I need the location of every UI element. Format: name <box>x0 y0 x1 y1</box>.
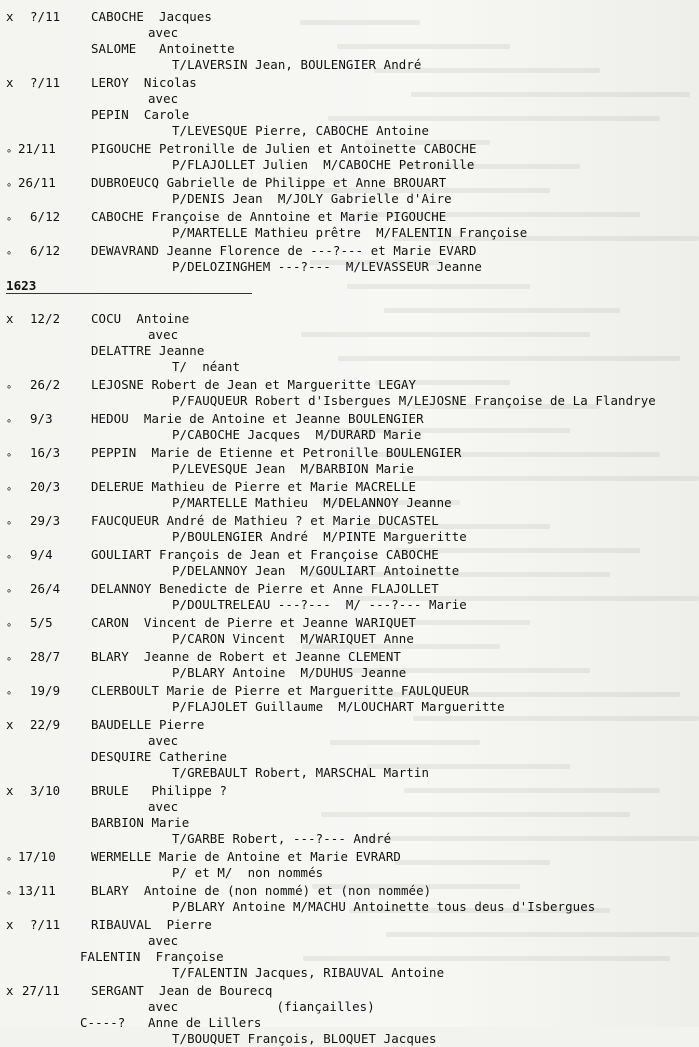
entry-name: WERMELLE Marie de Antoine et Marie EVRARD <box>91 849 401 864</box>
entry-name: CLERBOULT Marie de Pierre et Margueritte FAULQUEUR <box>91 683 469 698</box>
witness-line: P/DOULTRELEAU ---?--- M/ ---?--- Marie <box>172 597 467 612</box>
entry-date: 12/2 <box>30 311 61 326</box>
entry-date: 5/5 <box>30 615 53 630</box>
register-line <box>0 142 699 157</box>
entry-name: BRULE Philippe ? <box>91 783 228 798</box>
marriage-marker: x <box>6 783 14 798</box>
register-line <box>0 816 699 831</box>
baptism-marker: ∘ <box>6 180 13 191</box>
entry-date: 13/11 <box>18 883 56 898</box>
register-line <box>0 76 699 91</box>
register-line <box>0 328 699 343</box>
marriage-marker: x <box>6 75 14 90</box>
entry-name: LEJOSNE Robert de Jean et Margueritte LEGAY <box>91 377 417 392</box>
witness-line: P/LEVESQUE Jean M/BARBION Marie <box>172 461 414 476</box>
avec-line: avec <box>148 933 179 948</box>
register-line <box>0 734 699 749</box>
entry-name: CABOCHE Françoise de Anntoine et Marie PIGOUCHE <box>91 209 447 224</box>
entry-date: 29/3 <box>30 513 61 528</box>
register-line <box>0 412 699 427</box>
entry-date: 27/11 <box>22 983 60 998</box>
register-line <box>0 42 699 57</box>
register-line <box>0 650 699 665</box>
baptism-marker: ∘ <box>6 654 13 665</box>
register-line <box>0 480 699 495</box>
marriage-marker: x <box>6 917 14 932</box>
entry-name: COCU Antoine <box>91 311 190 326</box>
register-line <box>0 718 699 733</box>
witness-line: T/GARBE Robert, ---?--- André <box>172 831 392 846</box>
baptism-marker: ∘ <box>6 620 13 631</box>
register-line <box>0 918 699 933</box>
register-line <box>0 446 699 461</box>
entry-date: 16/3 <box>30 445 61 460</box>
entry-name: GOULIART François de Jean et Françoise CABOCHE <box>91 547 439 562</box>
witness-line: P/BLARY Antoine M/DUHUS Jeanne <box>172 665 407 680</box>
entry-date: 6/12 <box>30 209 61 224</box>
register-line <box>0 700 699 715</box>
register-line <box>0 950 699 965</box>
register-line <box>0 462 699 477</box>
register-line <box>0 632 699 647</box>
avec-line: avec <box>148 327 179 342</box>
register-line <box>0 1000 699 1015</box>
register-line <box>0 1016 699 1031</box>
witness-line: P/ et M/ non nommés <box>172 865 324 880</box>
entry-date: ?/11 <box>30 917 61 932</box>
entry-name: FALENTIN Françoise <box>80 949 224 964</box>
register-line <box>0 344 699 359</box>
entry-name: C----? Anne de Lillers <box>80 1015 262 1030</box>
entry-name: CARON Vincent de Pierre et Jeanne WARIQUET <box>91 615 417 630</box>
entry-name: BAUDELLE Pierre <box>91 717 205 732</box>
year-heading: 1623 <box>6 278 37 293</box>
baptism-marker: ∘ <box>6 248 13 259</box>
entry-date: 26/4 <box>30 581 61 596</box>
entry-date: 21/11 <box>18 141 56 156</box>
witness-line: P/BOULENGIER André M/PINTE Margueritte <box>172 529 467 544</box>
witness-line: T/BOUQUET François, BLOQUET Jacques <box>172 1031 437 1046</box>
register-line <box>0 934 699 949</box>
witness-line: P/CABOCHE Jacques M/DURARD Marie <box>172 427 422 442</box>
baptism-marker: ∘ <box>6 688 13 699</box>
register-line <box>0 530 699 545</box>
register-line <box>0 260 699 275</box>
bleed-through-stroke <box>347 284 530 289</box>
witness-line: P/FLAJOLET Guillaume M/LOUCHART Margueritte <box>172 699 505 714</box>
marriage-marker: x <box>6 717 14 732</box>
baptism-marker: ∘ <box>6 450 13 461</box>
entry-date: ?/11 <box>30 9 61 24</box>
register-line <box>0 514 699 529</box>
baptism-marker: ∘ <box>6 416 13 427</box>
entry-name: RIBAUVAL Pierre <box>91 917 212 932</box>
register-line <box>0 192 699 207</box>
register-line <box>0 158 699 173</box>
witness-line: P/CARON Vincent M/WARIQUET Anne <box>172 631 414 646</box>
register-line <box>0 26 699 41</box>
witness-line: P/MARTELLE Mathieu M/DELANNOY Jeanne <box>172 495 452 510</box>
register-line <box>0 784 699 799</box>
register-line <box>0 176 699 191</box>
baptism-marker: ∘ <box>6 484 13 495</box>
baptism-marker: ∘ <box>6 854 13 865</box>
year-underline <box>6 293 252 294</box>
entry-name: SERGANT Jean de Bourecq <box>91 983 273 998</box>
baptism-marker: ∘ <box>6 888 13 899</box>
entry-name: SALOME Antoinette <box>91 41 235 56</box>
witness-line: T/ néant <box>172 359 241 374</box>
entry-name: DELERUE Mathieu de Pierre et Marie MACRELLE <box>91 479 417 494</box>
entry-name: BARBION Marie <box>91 815 190 830</box>
witness-line: P/MARTELLE Mathieu prêtre M/FALENTIN Françoise <box>172 225 528 240</box>
register-line <box>0 312 699 327</box>
entry-name: DESQUIRE Catherine <box>91 749 228 764</box>
entry-date: 22/9 <box>30 717 61 732</box>
register-line <box>0 378 699 393</box>
entry-name: HEDOU Marie de Antoine et Jeanne BOULENGIER <box>91 411 424 426</box>
baptism-marker: ∘ <box>6 586 13 597</box>
baptism-marker: ∘ <box>6 518 13 529</box>
entry-date: 9/3 <box>30 411 53 426</box>
register-line <box>0 884 699 899</box>
register-line <box>0 360 699 375</box>
entry-date: 19/9 <box>30 683 61 698</box>
entry-date: 28/7 <box>30 649 61 664</box>
register-line <box>0 900 699 915</box>
entry-name: BLARY Jeanne de Robert et Jeanne CLEMENT <box>91 649 401 664</box>
register-line <box>0 750 699 765</box>
witness-line: T/LEVESQUE Pierre, CABOCHE Antoine <box>172 123 430 138</box>
entry-name: DELANNOY Benedicte de Pierre et Anne FLAJOLLET <box>91 581 439 596</box>
register-line <box>0 832 699 847</box>
entry-name: DEWAVRAND Jeanne Florence de ---?--- et Marie EVARD <box>91 243 477 258</box>
avec-line: avec <box>148 91 179 106</box>
baptism-marker: ∘ <box>6 146 13 157</box>
entry-name: DELATTRE Jeanne <box>91 343 205 358</box>
entry-name: CABOCHE Jacques <box>91 9 212 24</box>
register-line <box>0 800 699 815</box>
register-line <box>0 210 699 225</box>
baptism-marker: ∘ <box>6 214 13 225</box>
register-line <box>0 548 699 563</box>
entry-name: BLARY Antoine de (non nommé) et (non nommée) <box>91 883 432 898</box>
entry-name: PEPPIN Marie de Etienne et Petronille BOULENGIER <box>91 445 462 460</box>
avec-line: avec <box>148 733 179 748</box>
register-line <box>0 582 699 597</box>
witness-line: P/DENIS Jean M/JOLY Gabrielle d'Aire <box>172 191 452 206</box>
entry-date: 26/2 <box>30 377 61 392</box>
register-line <box>0 10 699 25</box>
entry-name: PIGOUCHE Petronille de Julien et Antoinette CABOCHE <box>91 141 477 156</box>
marriage-marker: x <box>6 9 14 24</box>
entry-date: 26/11 <box>18 175 56 190</box>
entry-date: 6/12 <box>30 243 61 258</box>
witness-line: P/FAUQUEUR Robert d'Isbergues M/LEJOSNE Françoise de La Flandrye <box>172 393 656 408</box>
register-line <box>0 984 699 999</box>
entry-date: ?/11 <box>30 75 61 90</box>
entry-date: 9/4 <box>30 547 53 562</box>
entry-date: 3/10 <box>30 783 61 798</box>
witness-line: P/FLAJOLLET Julien M/CABOCHE Petronille <box>172 157 475 172</box>
avec-line: avec (fiançailles) <box>148 999 375 1014</box>
witness-line: T/FALENTIN Jacques, RIBAUVAL Antoine <box>172 965 445 980</box>
register-line <box>0 684 699 699</box>
register-line <box>0 598 699 613</box>
register-line <box>0 866 699 881</box>
register-line <box>0 108 699 123</box>
register-line <box>0 394 699 409</box>
witness-line: P/DELOZINGHEM ---?--- M/LEVASSEUR Jeanne <box>172 259 482 274</box>
marriage-marker: x <box>6 311 14 326</box>
register-line <box>0 850 699 865</box>
baptism-marker: ∘ <box>6 382 13 393</box>
register-line <box>0 226 699 241</box>
witness-line: T/LAVERSIN Jean, BOULENGIER André <box>172 57 422 72</box>
witness-line: P/DELANNOY Jean M/GOULIART Antoinette <box>172 563 460 578</box>
register-line <box>0 244 699 259</box>
register-line <box>0 124 699 139</box>
register-line <box>0 1032 699 1047</box>
register-line <box>0 58 699 73</box>
register-line <box>0 428 699 443</box>
register-line <box>0 766 699 781</box>
entry-name: LEROY Nicolas <box>91 75 197 90</box>
witness-line: P/BLARY Antoine M/MACHU Antoinette tous deus d'Isbergues <box>172 899 596 914</box>
avec-line: avec <box>148 25 179 40</box>
register-line <box>0 616 699 631</box>
witness-line: T/GREBAULT Robert, MARSCHAL Martin <box>172 765 430 780</box>
entry-date: 20/3 <box>30 479 61 494</box>
entry-name: FAUCQUEUR André de Mathieu ? et Marie DUCASTEL <box>91 513 439 528</box>
register-line <box>0 666 699 681</box>
entry-name: PEPIN Carole <box>91 107 190 122</box>
register-line <box>0 966 699 981</box>
entry-name: DUBROEUCQ Gabrielle de Philippe et Anne BROUART <box>91 175 447 190</box>
register-line <box>0 564 699 579</box>
baptism-marker: ∘ <box>6 552 13 563</box>
marriage-marker: x <box>6 983 14 998</box>
register-line <box>0 92 699 107</box>
entry-date: 17/10 <box>18 849 56 864</box>
register-line <box>0 496 699 511</box>
avec-line: avec <box>148 799 179 814</box>
